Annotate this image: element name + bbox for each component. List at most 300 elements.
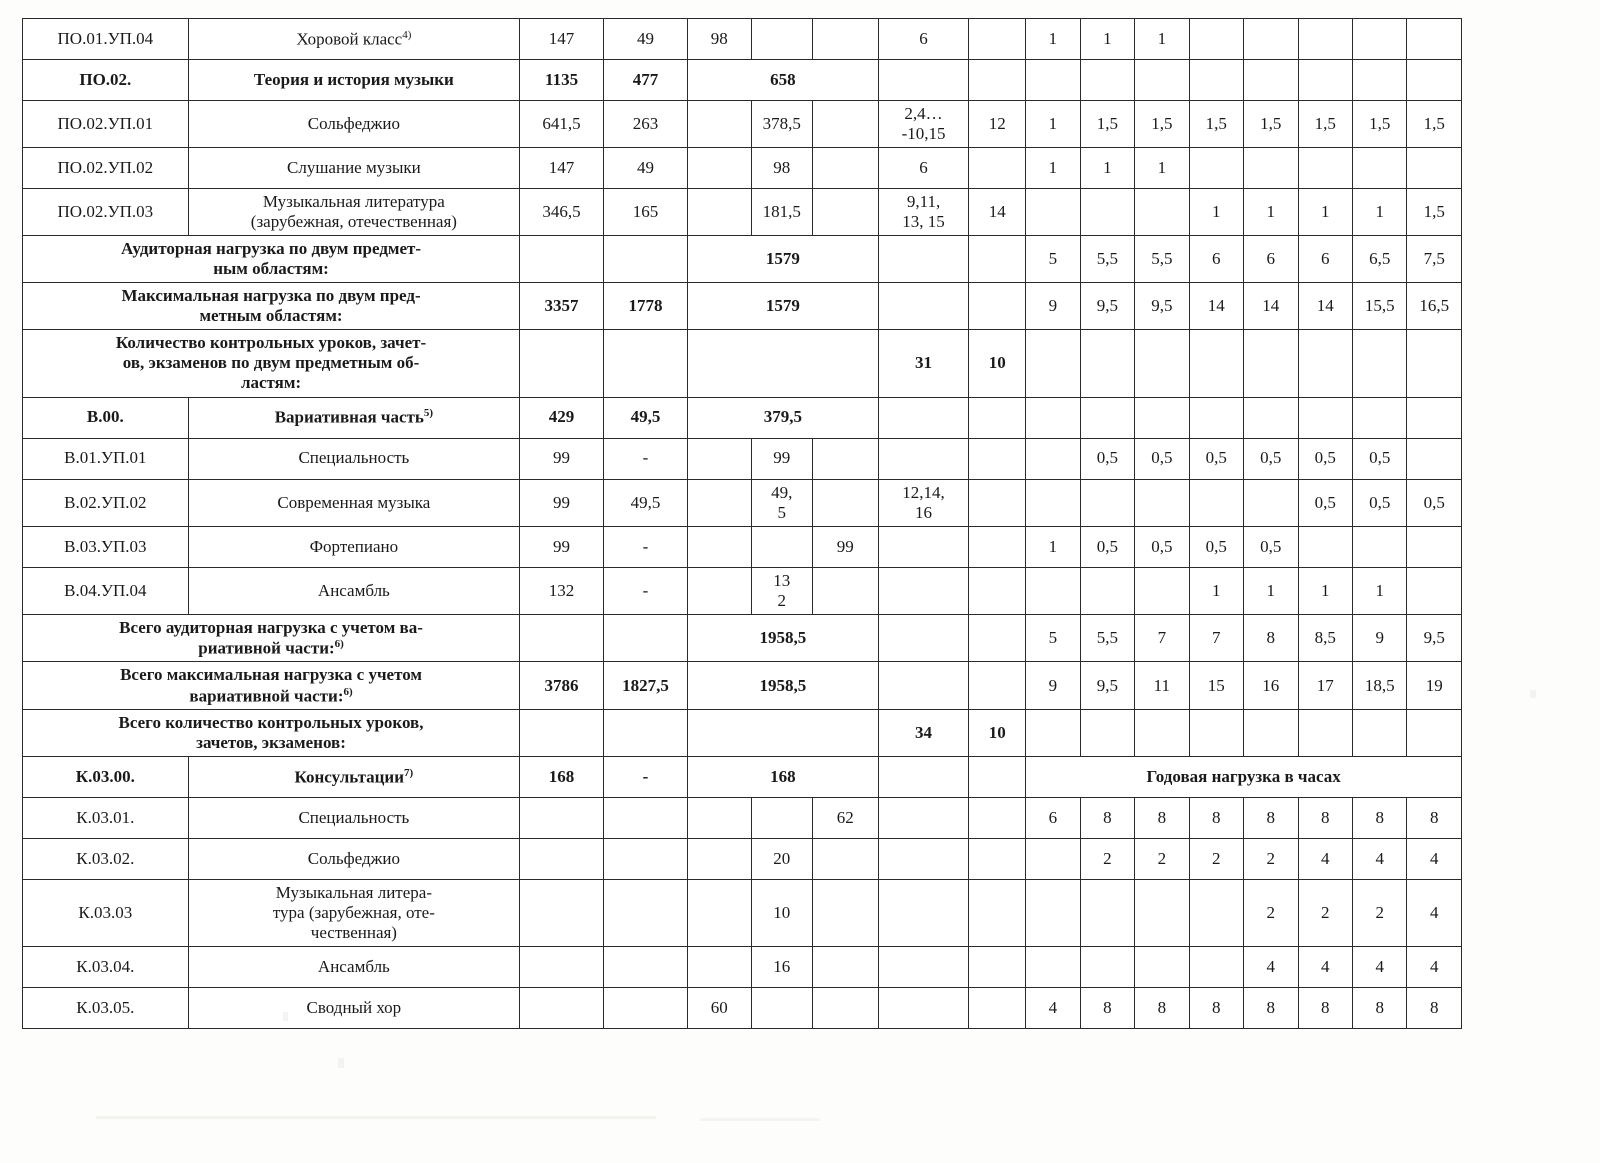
cell-auditorium-1 (688, 567, 752, 614)
table-row (23, 438, 1462, 479)
cell-max-load: 99 (520, 479, 604, 526)
cell-exam-periods (878, 947, 969, 988)
table-row (23, 526, 1462, 567)
cell-year-7: 0,5 (1352, 438, 1406, 479)
cell-self-study: 49 (604, 148, 688, 189)
cell-self-study: 49,5 (604, 479, 688, 526)
cell-year-1: 1 (1026, 101, 1080, 148)
row-index: К.03.04. (23, 947, 189, 988)
row-name: Музыкальная литература (зарубежная, отечественная) (188, 189, 519, 236)
cell-year-5 (1244, 19, 1298, 60)
cell-year-5: 8 (1244, 798, 1298, 839)
row-name: Консультации$^{7)}$ (188, 757, 519, 798)
cell-self-study: 49 (604, 19, 688, 60)
cell-auditorium-3 (812, 438, 878, 479)
cell-self-study: 49,5 (604, 397, 688, 438)
cell-max-load (520, 947, 604, 988)
table-row (23, 330, 1462, 397)
cell-year-1: 9 (1026, 283, 1080, 330)
cell-auditorium-total: 1579 (688, 283, 879, 330)
cell-self-study (604, 330, 688, 397)
cell-year-4 (1189, 710, 1243, 757)
cell-auditorium-1: 60 (688, 988, 752, 1029)
row-name: Вариативная часть$^{5)}$ (188, 397, 519, 438)
cell-year-2 (1080, 880, 1134, 947)
cell-auditorium-2 (751, 798, 812, 839)
cell-max-load: 147 (520, 19, 604, 60)
cell-year-1 (1026, 60, 1080, 101)
table-row (23, 189, 1462, 236)
cell-max-load: 1135 (520, 60, 604, 101)
cell-year-7: 9 (1352, 614, 1406, 662)
cell-auditorium-total: 658 (688, 60, 879, 101)
cell-year-8: 4 (1407, 947, 1462, 988)
cell-max-load: 147 (520, 148, 604, 189)
cell-exam-count (969, 236, 1026, 283)
cell-year-4: 8 (1189, 988, 1243, 1029)
cell-year-2 (1080, 479, 1134, 526)
cell-year-6: 0,5 (1298, 479, 1352, 526)
cell-exam-count: 12 (969, 101, 1026, 148)
cell-year-4: 14 (1189, 283, 1243, 330)
row-name: Ансамбль (188, 947, 519, 988)
cell-exam-count (969, 988, 1026, 1029)
cell-year-4: 1 (1189, 189, 1243, 236)
cell-exam-periods (878, 988, 969, 1029)
cell-year-7: 2 (1352, 880, 1406, 947)
cell-year-1 (1026, 438, 1080, 479)
cell-year-5: 16 (1244, 662, 1298, 710)
cell-exam-periods (878, 397, 969, 438)
cell-auditorium-1 (688, 880, 752, 947)
cell-year-7 (1352, 19, 1406, 60)
cell-year-2: 1 (1080, 19, 1134, 60)
cell-year-7: 1,5 (1352, 101, 1406, 148)
cell-year-1: 1 (1026, 526, 1080, 567)
cell-year-7 (1352, 330, 1406, 397)
row-index: В.02.УП.02 (23, 479, 189, 526)
row-index: ПО.02. (23, 60, 189, 101)
cell-year-8 (1407, 526, 1462, 567)
cell-auditorium-3 (812, 880, 878, 947)
row-name: Специальность (188, 798, 519, 839)
cell-year-8: 7,5 (1407, 236, 1462, 283)
cell-year-4 (1189, 148, 1243, 189)
cell-exam-count (969, 662, 1026, 710)
cell-year-4: 0,5 (1189, 438, 1243, 479)
cell-max-load (520, 614, 604, 662)
cell-auditorium-3 (812, 148, 878, 189)
cell-year-5: 1,5 (1244, 101, 1298, 148)
cell-year-2: 2 (1080, 839, 1134, 880)
cell-year-5: 0,5 (1244, 438, 1298, 479)
cell-auditorium-total (688, 330, 879, 397)
cell-auditorium-total: 1958,5 (688, 662, 879, 710)
cell-auditorium-1 (688, 798, 752, 839)
cell-year-8: 19 (1407, 662, 1462, 710)
cell-year-4: 6 (1189, 236, 1243, 283)
cell-year-2 (1080, 60, 1134, 101)
table-row (23, 101, 1462, 148)
cell-auditorium-2: 49, 5 (751, 479, 812, 526)
cell-year-5: 1 (1244, 567, 1298, 614)
cell-year-6 (1298, 397, 1352, 438)
cell-year-6: 8 (1298, 798, 1352, 839)
cell-year-8: 4 (1407, 880, 1462, 947)
cell-self-study (604, 710, 688, 757)
cell-auditorium-1 (688, 189, 752, 236)
cell-exam-periods (878, 839, 969, 880)
cell-year-8 (1407, 330, 1462, 397)
cell-year-1 (1026, 330, 1080, 397)
cell-auditorium-1 (688, 101, 752, 148)
cell-year-7: 8 (1352, 988, 1406, 1029)
cell-year-4 (1189, 880, 1243, 947)
cell-year-7 (1352, 526, 1406, 567)
cell-max-load: 99 (520, 526, 604, 567)
cell-auditorium-1 (688, 526, 752, 567)
cell-self-study: 165 (604, 189, 688, 236)
cell-auditorium-2: 10 (751, 880, 812, 947)
cell-year-8 (1407, 567, 1462, 614)
cell-year-1: 5 (1026, 236, 1080, 283)
cell-year-8: 0,5 (1407, 479, 1462, 526)
cell-max-load: 3786 (520, 662, 604, 710)
cell-exam-count (969, 947, 1026, 988)
cell-exam-periods (878, 662, 969, 710)
cell-year-5 (1244, 60, 1298, 101)
cell-year-5: 2 (1244, 839, 1298, 880)
scan-artifact (283, 1012, 288, 1021)
row-title: Всего количество контрольных уроков, зачетов, экзаменов: (23, 710, 520, 757)
row-name: Хоровой класс$^{4)}$ (188, 19, 519, 60)
cell-year-4 (1189, 479, 1243, 526)
cell-auditorium-1 (688, 479, 752, 526)
cell-exam-count (969, 839, 1026, 880)
scan-artifact (96, 1116, 656, 1119)
row-index: ПО.02.УП.01 (23, 101, 189, 148)
cell-year-8 (1407, 60, 1462, 101)
cell-year-4 (1189, 19, 1243, 60)
cell-year-2: 5,5 (1080, 236, 1134, 283)
cell-auditorium-total (688, 710, 879, 757)
cell-year-2 (1080, 947, 1134, 988)
cell-year-5: 4 (1244, 947, 1298, 988)
cell-year-3: 2 (1135, 839, 1189, 880)
cell-year-4: 15 (1189, 662, 1243, 710)
cell-year-8: 1,5 (1407, 189, 1462, 236)
cell-year-7: 1 (1352, 189, 1406, 236)
cell-year-8 (1407, 397, 1462, 438)
cell-exam-periods (878, 757, 969, 798)
curriculum-table-body (23, 19, 1462, 1029)
cell-year-6: 1 (1298, 189, 1352, 236)
table-row (23, 19, 1462, 60)
cell-exam-count (969, 438, 1026, 479)
cell-exam-count (969, 757, 1026, 798)
cell-year-2: 0,5 (1080, 526, 1134, 567)
cell-auditorium-2 (751, 526, 812, 567)
cell-year-7: 1 (1352, 567, 1406, 614)
table-row (23, 988, 1462, 1029)
cell-year-4: 0,5 (1189, 526, 1243, 567)
cell-year-5: 0,5 (1244, 526, 1298, 567)
cell-exam-count (969, 526, 1026, 567)
cell-year-7 (1352, 60, 1406, 101)
scan-artifact (700, 1118, 820, 1121)
cell-auditorium-total: 1579 (688, 236, 879, 283)
cell-year-1: 1 (1026, 148, 1080, 189)
cell-self-study (604, 614, 688, 662)
cell-exam-count (969, 614, 1026, 662)
cell-exam-count: 10 (969, 710, 1026, 757)
cell-year-6 (1298, 526, 1352, 567)
table-row (23, 880, 1462, 947)
cell-auditorium-3 (812, 947, 878, 988)
cell-auditorium-3: 99 (812, 526, 878, 567)
years-header: Годовая нагрузка в часах (1026, 757, 1462, 798)
cell-year-2 (1080, 397, 1134, 438)
cell-auditorium-2 (751, 19, 812, 60)
cell-exam-periods (878, 798, 969, 839)
cell-max-load (520, 880, 604, 947)
cell-year-8: 8 (1407, 988, 1462, 1029)
cell-year-3 (1135, 567, 1189, 614)
cell-exam-periods (878, 236, 969, 283)
cell-exam-count (969, 479, 1026, 526)
cell-max-load: 346,5 (520, 189, 604, 236)
cell-year-8: 16,5 (1407, 283, 1462, 330)
cell-exam-count: 14 (969, 189, 1026, 236)
cell-max-load: 99 (520, 438, 604, 479)
cell-exam-count: 10 (969, 330, 1026, 397)
cell-max-load: 429 (520, 397, 604, 438)
cell-self-study: 1827,5 (604, 662, 688, 710)
cell-max-load: 641,5 (520, 101, 604, 148)
row-title: Всего максимальная нагрузка с учетом вариативной части:$^{6)}$ (23, 662, 520, 710)
row-name: Ансамбль (188, 567, 519, 614)
cell-exam-periods: 9,11, 13, 15 (878, 189, 969, 236)
row-index: В.04.УП.04 (23, 567, 189, 614)
table-row (23, 236, 1462, 283)
cell-max-load (520, 839, 604, 880)
cell-year-1 (1026, 880, 1080, 947)
table-row (23, 148, 1462, 189)
cell-year-6: 6 (1298, 236, 1352, 283)
cell-auditorium-3 (812, 567, 878, 614)
cell-year-2: 0,5 (1080, 438, 1134, 479)
cell-exam-count (969, 880, 1026, 947)
cell-year-6: 14 (1298, 283, 1352, 330)
row-title: Количество контрольных уроков, зачет- ов, экзаменов по двум предметным об- ластям: (23, 330, 520, 397)
cell-year-1 (1026, 189, 1080, 236)
cell-auditorium-3 (812, 839, 878, 880)
row-name: Слушание музыки (188, 148, 519, 189)
table-row (23, 947, 1462, 988)
cell-year-3 (1135, 397, 1189, 438)
row-index: В.01.УП.01 (23, 438, 189, 479)
cell-exam-periods: 6 (878, 19, 969, 60)
cell-year-4 (1189, 397, 1243, 438)
cell-year-1 (1026, 947, 1080, 988)
cell-year-6: 2 (1298, 880, 1352, 947)
cell-year-4 (1189, 60, 1243, 101)
cell-year-5 (1244, 330, 1298, 397)
cell-year-5: 14 (1244, 283, 1298, 330)
cell-year-5 (1244, 479, 1298, 526)
cell-year-3: 0,5 (1135, 438, 1189, 479)
cell-exam-periods (878, 880, 969, 947)
row-title: Аудиторная нагрузка по двум предмет- ным областям: (23, 236, 520, 283)
cell-year-7: 4 (1352, 947, 1406, 988)
table-row (23, 479, 1462, 526)
cell-self-study (604, 988, 688, 1029)
cell-year-7 (1352, 148, 1406, 189)
cell-auditorium-3 (812, 101, 878, 148)
cell-year-2: 8 (1080, 798, 1134, 839)
row-name: Музыкальная литера- тура (зарубежная, оте- чественная) (188, 880, 519, 947)
cell-year-6: 4 (1298, 839, 1352, 880)
cell-year-4: 1,5 (1189, 101, 1243, 148)
cell-auditorium-total: 1958,5 (688, 614, 879, 662)
cell-year-5 (1244, 710, 1298, 757)
cell-year-6: 8 (1298, 988, 1352, 1029)
scan-artifact (338, 1058, 344, 1068)
cell-self-study (604, 947, 688, 988)
cell-year-2: 9,5 (1080, 283, 1134, 330)
cell-year-2: 5,5 (1080, 614, 1134, 662)
table-row (23, 397, 1462, 438)
cell-auditorium-3 (812, 19, 878, 60)
cell-year-5: 1 (1244, 189, 1298, 236)
cell-year-1 (1026, 567, 1080, 614)
cell-year-4 (1189, 947, 1243, 988)
cell-max-load (520, 236, 604, 283)
cell-year-1: 9 (1026, 662, 1080, 710)
row-index: К.03.01. (23, 798, 189, 839)
cell-year-1: 4 (1026, 988, 1080, 1029)
cell-auditorium-total: 379,5 (688, 397, 879, 438)
cell-year-7: 18,5 (1352, 662, 1406, 710)
cell-self-study: - (604, 567, 688, 614)
cell-year-6: 0,5 (1298, 438, 1352, 479)
cell-auditorium-1 (688, 839, 752, 880)
cell-auditorium-2: 181,5 (751, 189, 812, 236)
cell-year-3: 8 (1135, 798, 1189, 839)
cell-max-load: 168 (520, 757, 604, 798)
cell-year-7 (1352, 710, 1406, 757)
cell-year-3 (1135, 330, 1189, 397)
cell-auditorium-3 (812, 988, 878, 1029)
cell-max-load: 132 (520, 567, 604, 614)
cell-exam-periods (878, 567, 969, 614)
cell-self-study: - (604, 438, 688, 479)
row-index: В.03.УП.03 (23, 526, 189, 567)
table-row (23, 757, 1462, 798)
cell-auditorium-total: 168 (688, 757, 879, 798)
cell-year-6: 1 (1298, 567, 1352, 614)
cell-year-8 (1407, 148, 1462, 189)
cell-year-6: 17 (1298, 662, 1352, 710)
table-row (23, 567, 1462, 614)
cell-year-3: 7 (1135, 614, 1189, 662)
cell-exam-count (969, 19, 1026, 60)
cell-year-2 (1080, 189, 1134, 236)
row-title: Максимальная нагрузка по двум пред- метным областям: (23, 283, 520, 330)
cell-exam-periods (878, 526, 969, 567)
scan-artifact (1530, 690, 1536, 698)
cell-year-8 (1407, 19, 1462, 60)
cell-year-2: 8 (1080, 988, 1134, 1029)
cell-exam-periods (878, 614, 969, 662)
cell-exam-periods (878, 60, 969, 101)
cell-auditorium-3: 62 (812, 798, 878, 839)
cell-year-3: 1 (1135, 19, 1189, 60)
table-row (23, 839, 1462, 880)
cell-exam-count (969, 148, 1026, 189)
cell-year-3: 1,5 (1135, 101, 1189, 148)
cell-year-5: 6 (1244, 236, 1298, 283)
cell-auditorium-2: 16 (751, 947, 812, 988)
cell-max-load (520, 988, 604, 1029)
cell-year-1 (1026, 479, 1080, 526)
cell-year-6 (1298, 19, 1352, 60)
cell-year-1: 6 (1026, 798, 1080, 839)
cell-max-load (520, 710, 604, 757)
cell-exam-count (969, 798, 1026, 839)
row-name: Сводный хор (188, 988, 519, 1029)
cell-self-study: 263 (604, 101, 688, 148)
cell-self-study: - (604, 526, 688, 567)
row-name: Сольфеджио (188, 839, 519, 880)
cell-year-7: 0,5 (1352, 479, 1406, 526)
cell-self-study (604, 839, 688, 880)
row-name: Сольфеджио (188, 101, 519, 148)
cell-year-4: 7 (1189, 614, 1243, 662)
cell-year-7: 8 (1352, 798, 1406, 839)
cell-year-1 (1026, 710, 1080, 757)
row-name: Специальность (188, 438, 519, 479)
cell-year-6: 4 (1298, 947, 1352, 988)
cell-auditorium-1 (688, 947, 752, 988)
row-index: К.03.00. (23, 757, 189, 798)
cell-year-5: 8 (1244, 614, 1298, 662)
table-row (23, 798, 1462, 839)
cell-year-4: 8 (1189, 798, 1243, 839)
curriculum-table-wrapper (22, 18, 1462, 1029)
cell-exam-periods: 34 (878, 710, 969, 757)
cell-max-load (520, 798, 604, 839)
cell-year-3 (1135, 479, 1189, 526)
cell-auditorium-1 (688, 148, 752, 189)
cell-max-load: 3357 (520, 283, 604, 330)
cell-year-6 (1298, 148, 1352, 189)
row-name: Современная музыка (188, 479, 519, 526)
cell-year-3 (1135, 947, 1189, 988)
cell-year-8 (1407, 710, 1462, 757)
cell-auditorium-3 (812, 189, 878, 236)
cell-year-4: 2 (1189, 839, 1243, 880)
table-row (23, 710, 1462, 757)
cell-year-8: 8 (1407, 798, 1462, 839)
cell-exam-periods: 6 (878, 148, 969, 189)
cell-auditorium-2 (751, 988, 812, 1029)
cell-year-3 (1135, 710, 1189, 757)
cell-year-2: 1,5 (1080, 101, 1134, 148)
cell-year-6: 8,5 (1298, 614, 1352, 662)
cell-year-3: 5,5 (1135, 236, 1189, 283)
cell-year-2: 1 (1080, 148, 1134, 189)
